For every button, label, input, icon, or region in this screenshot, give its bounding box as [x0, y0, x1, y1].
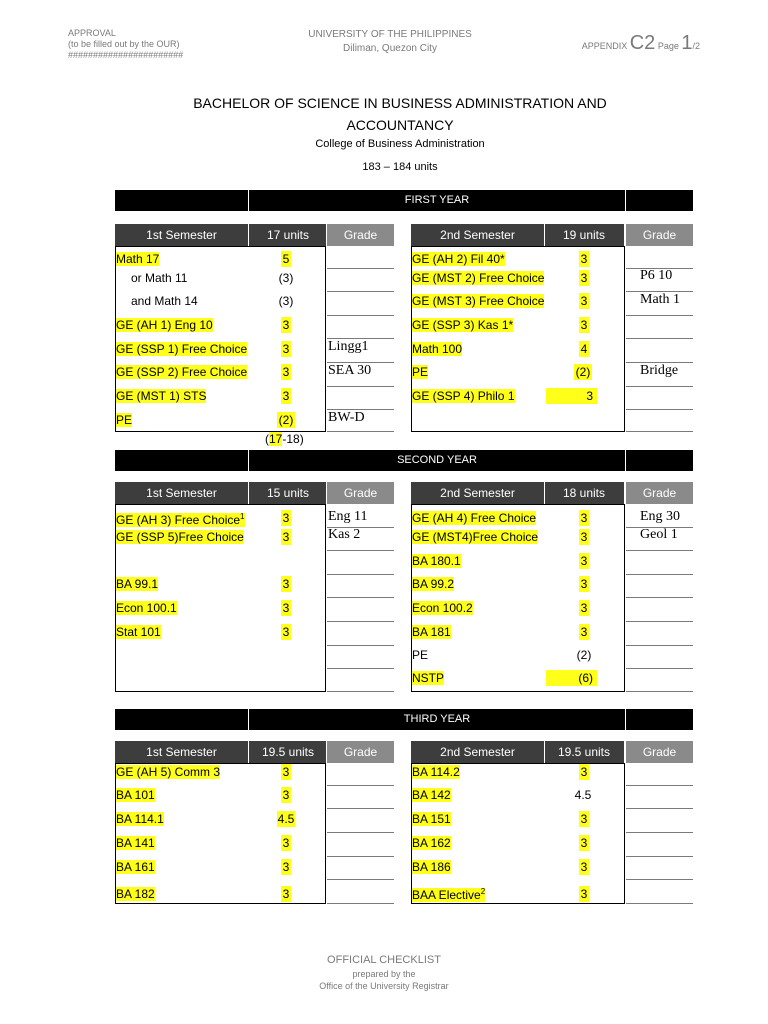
semester-units: 15 units	[248, 482, 327, 504]
grade-header-y3s1: Grade	[327, 741, 394, 763]
semester-header-y2s1	[115, 482, 326, 504]
semester-name: 1st Semester	[146, 486, 217, 500]
program-title	[150, 92, 650, 136]
course-code-text: BAA Elective	[412, 888, 481, 902]
page-number: 1	[681, 32, 693, 54]
course-units: 3	[282, 836, 290, 850]
appendix-code: C2	[629, 32, 656, 54]
approval-label: APPROVAL	[68, 28, 116, 38]
footer-prepared-by: prepared by the	[352, 969, 416, 979]
year-label: FIRST YEAR	[404, 194, 470, 206]
course-box-y3s1	[115, 763, 326, 904]
course-code: GE (MST 2) Free Choice	[412, 271, 545, 285]
grade-line	[327, 668, 394, 669]
course-code: PE	[412, 365, 429, 379]
course-units: 3	[282, 318, 290, 332]
grade-header-y1s1: Grade	[327, 224, 394, 246]
course-units: (3)	[278, 271, 294, 285]
course-code: GE (MST 3) Free Choice	[412, 294, 545, 308]
grade-line	[327, 856, 394, 857]
year-bar-left-cell	[115, 450, 249, 471]
grade-line	[626, 668, 693, 669]
grade-entry[interactable]: SEA 30	[328, 363, 372, 378]
course-units: 3	[282, 389, 290, 403]
course-units: 4.5	[277, 812, 295, 826]
course-units: 3	[580, 271, 588, 285]
course-units: 3	[282, 577, 290, 591]
course-code	[116, 513, 245, 527]
grade-line	[626, 691, 693, 692]
course-code: GE (AH 1) Eng 10	[116, 318, 213, 332]
grade-line	[327, 691, 394, 692]
course-units: (3)	[278, 294, 294, 308]
grade-line	[626, 338, 693, 339]
course-code: BA 182	[116, 887, 155, 901]
course-units: 5	[282, 252, 290, 266]
page-label: Page	[657, 41, 679, 51]
grade-line	[327, 785, 394, 786]
course-code: Econ 100.1	[116, 601, 177, 615]
course-units: 3	[282, 342, 290, 356]
semester-header-y3s2	[411, 741, 624, 763]
course-units: 3	[282, 860, 290, 874]
semester-header-y3s1	[115, 741, 326, 763]
course-code	[412, 888, 485, 902]
grade-line	[626, 409, 693, 410]
university-header	[290, 28, 490, 56]
university-name: UNIVERSITY OF THE PHILIPPINES	[308, 29, 472, 40]
grade-line	[327, 574, 394, 575]
course-units: 3	[282, 625, 290, 639]
course-code: GE (SSP 2) Free Choice	[116, 365, 248, 379]
grade-line	[626, 621, 693, 622]
course-code: Math 17	[116, 252, 160, 266]
year-bar-third	[115, 709, 693, 730]
approval-instruction: (to be filled out by the OUR)	[68, 39, 180, 49]
grade-line	[327, 291, 394, 292]
grade-entry[interactable]: Bridge	[640, 363, 679, 378]
course-code: BA 180.1	[412, 554, 461, 568]
course-units: 3	[580, 252, 588, 266]
course-units: (2)	[576, 648, 592, 662]
grade-line	[626, 315, 693, 316]
program-title-line2: ACCOUNTANCY	[346, 117, 454, 133]
course-code: GE (SSP 3) Kas 1*	[412, 318, 514, 332]
course-code: BA 181	[412, 625, 451, 639]
grade-entry[interactable]: Math 1	[640, 292, 681, 307]
course-code: Econ 100.2	[412, 601, 473, 615]
semester-units: 19.5 units	[544, 741, 623, 763]
course-code: BA 99.1	[116, 577, 159, 591]
course-code: PE	[412, 648, 429, 662]
semester-units: 17 units	[248, 224, 327, 246]
course-code: GE (SSP 4) Philo 1	[412, 389, 515, 403]
semester-header-y2s2	[411, 482, 624, 504]
course-code: BA 101	[116, 788, 155, 802]
semester-name: 2nd Semester	[440, 228, 515, 242]
course-code: GE (MST4)Free Choice	[412, 530, 539, 544]
course-units: 3	[580, 294, 588, 308]
course-units: 3	[580, 530, 588, 544]
grade-line	[327, 431, 394, 432]
course-code: Stat 101	[116, 625, 161, 639]
course-code: PE	[116, 413, 133, 427]
grade-header-y2s2: Grade	[626, 482, 693, 504]
course-code: NSTP	[412, 671, 445, 685]
course-code: GE (AH 4) Free Choice	[412, 511, 537, 525]
course-units: 3	[546, 388, 597, 404]
grade-entry[interactable]: Eng 30	[640, 509, 681, 524]
grade-line	[327, 621, 394, 622]
university-location: Diliman, Quezon City	[343, 43, 437, 54]
semester-name: 1st Semester	[146, 745, 217, 759]
course-code: or Math 11	[131, 271, 188, 285]
course-code: BA 186	[412, 860, 451, 874]
course-code: BA 142	[412, 788, 451, 802]
semester-units: 18 units	[544, 482, 623, 504]
course-units: 3	[580, 511, 588, 525]
grade-line	[626, 856, 693, 857]
grade-line	[626, 386, 693, 387]
course-code: GE (SSP 1) Free Choice	[116, 342, 248, 356]
course-units: 3	[580, 577, 588, 591]
subtotal-highlighted: 17	[269, 432, 283, 446]
grade-line	[626, 879, 693, 880]
course-units: 3	[580, 318, 588, 332]
grade-line	[327, 550, 394, 551]
footnote-marker: 2	[480, 887, 486, 896]
year-bar-right-cell	[625, 190, 694, 211]
appendix-label: APPENDIX	[581, 41, 628, 51]
grade-line	[327, 315, 394, 316]
semester-units: 19.5 units	[248, 741, 327, 763]
grade-line	[327, 879, 394, 880]
grade-line	[626, 431, 693, 432]
grade-line	[327, 386, 394, 387]
subtotal-units	[265, 432, 304, 446]
year-bar-second	[115, 450, 693, 471]
program-title-line1: BACHELOR OF SCIENCE IN BUSINESS ADMINISTRATION AND	[193, 95, 607, 111]
grade-header-y2s1: Grade	[327, 482, 394, 504]
course-code: GE (AH 5) Comm 3	[116, 765, 221, 779]
semester-name: 2nd Semester	[440, 486, 515, 500]
course-units: 3	[282, 788, 290, 802]
course-units: 4	[580, 342, 588, 356]
semester-name: 2nd Semester	[440, 745, 515, 759]
course-units: (6)	[546, 670, 597, 686]
course-units: 3	[580, 601, 588, 615]
grade-entry[interactable]: Geol 1	[640, 527, 678, 542]
footer-office: Office of the University Registrar	[319, 981, 449, 991]
course-units: 4.5	[574, 788, 592, 802]
course-units: 3	[282, 601, 290, 615]
year-label: SECOND YEAR	[397, 454, 477, 466]
grade-entry[interactable]: P6 10	[640, 268, 673, 283]
course-units: 3	[580, 860, 588, 874]
appendix-page-label	[582, 32, 700, 55]
grade-line	[327, 832, 394, 833]
grade-line	[626, 832, 693, 833]
grade-line	[626, 808, 693, 809]
grade-header-y3s2: Grade	[626, 741, 693, 763]
year-bar-right-cell	[625, 450, 694, 471]
course-units: 3	[580, 554, 588, 568]
course-units: 3	[580, 887, 588, 901]
approval-mask: #######################	[68, 50, 184, 60]
course-code: and Math 14	[131, 294, 198, 308]
year-bar-right-cell	[625, 709, 694, 730]
grade-line	[626, 903, 693, 904]
course-code: GE (SSP 5)Free Choice	[116, 530, 244, 544]
semester-header-y1s2	[411, 224, 624, 246]
grade-line	[626, 645, 693, 646]
semester-units: 19 units	[544, 224, 623, 246]
course-box-y3s2	[411, 763, 625, 904]
course-code: BA 162	[412, 836, 451, 850]
footer-title: OFFICIAL CHECKLIST	[327, 954, 441, 966]
course-units: 3	[580, 765, 588, 779]
grade-line	[626, 574, 693, 575]
page-of: /2	[692, 41, 700, 51]
subtotal-close: -18)	[282, 432, 304, 446]
grade-line	[327, 597, 394, 598]
course-units: 3	[282, 530, 290, 544]
course-units: 3	[282, 365, 290, 379]
grade-entry[interactable]: Kas 2	[328, 527, 361, 542]
course-units: 3	[282, 887, 290, 901]
course-units: 3	[580, 836, 588, 850]
footnote-marker: 1	[240, 512, 245, 521]
course-units: 3	[282, 511, 290, 525]
course-code: BA 141	[116, 836, 155, 850]
course-code: GE (AH 2) Fil 40*	[412, 252, 505, 266]
grade-line	[626, 785, 693, 786]
course-code: GE (MST 1) STS	[116, 389, 207, 403]
course-code: BA 114.2	[412, 765, 460, 779]
course-units: (2)	[278, 413, 294, 427]
grade-line	[626, 550, 693, 551]
semester-header-y1s1	[115, 224, 326, 246]
grade-line	[327, 808, 394, 809]
course-code-text: GE (AH 3) Free Choice	[116, 513, 241, 527]
course-code: BA 114.1	[116, 812, 164, 826]
year-bar-left-cell	[115, 709, 249, 730]
course-code: BA 161	[116, 860, 155, 874]
year-label: THIRD YEAR	[403, 713, 471, 725]
course-units: 3	[580, 625, 588, 639]
college-name: College of Business Administration	[315, 138, 485, 150]
course-units: 3	[282, 765, 290, 779]
course-units: (2)	[575, 365, 591, 379]
grade-line	[626, 597, 693, 598]
grade-header-y1s2: Grade	[626, 224, 693, 246]
grade-line	[327, 268, 394, 269]
course-code: BA 99.2	[412, 577, 455, 591]
year-bar-left-cell	[115, 190, 249, 211]
subtotal-open: (	[265, 432, 269, 446]
approval-note	[68, 28, 183, 61]
grade-line	[327, 645, 394, 646]
grade-entry[interactable]: BW-D	[328, 410, 365, 425]
total-units: 183 – 184 units	[362, 161, 438, 173]
grade-line	[327, 903, 394, 904]
semester-name: 1st Semester	[146, 228, 217, 242]
grade-entry[interactable]: Lingg1	[328, 339, 369, 354]
grade-entry[interactable]: Eng 11	[328, 509, 368, 524]
course-units: 3	[580, 812, 588, 826]
course-code: Math 100	[412, 342, 463, 356]
course-code: BA 151	[412, 812, 451, 826]
year-bar-first	[115, 190, 693, 211]
